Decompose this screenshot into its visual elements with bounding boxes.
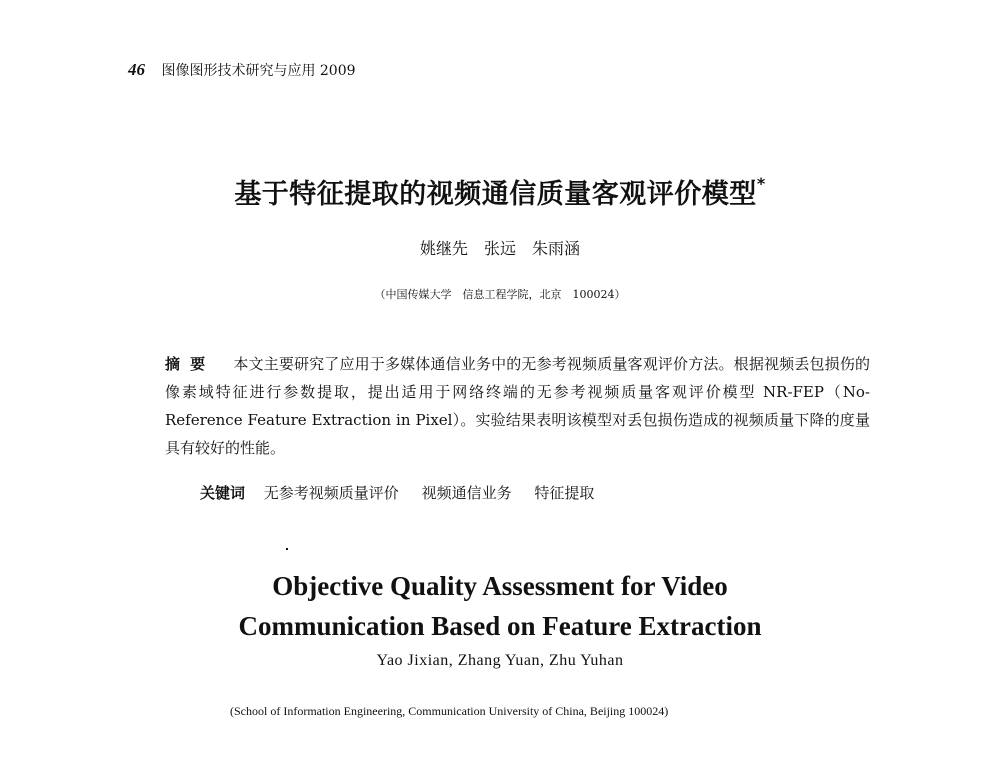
abstract-text: 本文主要研究了应用于多媒体通信业务中的无参考视频质量客观评价方法。根据视频丢包损伤的像素域特征进行参数提取，提出适用于网络终端的无参考视频质量客观评价模型 NR-FEP（No-Reference Feature Extraction in Pixel）。实验结果表明该模型对丢包损伤造成的视频质量下降的度量具有较好的性能。 [165,355,870,457]
title-footnote-mark: * [756,174,766,193]
keyword-item: 特征提取 [534,484,595,502]
print-speck [286,548,288,550]
chinese-authors: 姚继先 张远 朱雨涵 [419,239,580,258]
chinese-title [0,172,1000,211]
english-title [0,566,1000,646]
english-affiliation: (School of Information Engineering, Communication University of China, Beijing 100024) [230,704,669,718]
journal-name: 图像图形技术研究与应用 2009 [161,63,356,79]
keyword-item: 视频通信业务 [421,484,512,502]
chinese-title-text: 基于特征提取的视频通信质量客观评价模型 [234,179,757,210]
keywords-label: 关键词 [200,484,246,502]
abstract-label: 摘要 [165,355,216,373]
english-title-line: Communication Based on Feature Extraction [238,611,762,641]
english-title-line: Objective Quality Assessment for Video [272,571,728,601]
page-number: 46 [128,60,145,79]
running-header [128,60,356,80]
abstract-block [165,350,870,462]
keyword-item: 无参考视频质量评价 [263,484,399,502]
keywords-block [200,482,612,503]
english-authors: Yao Jixian, Zhang Yuan, Zhu Yuhan [376,652,624,669]
chinese-affiliation: （中国传媒大学 信息工程学院，北京 100024） [374,288,626,301]
